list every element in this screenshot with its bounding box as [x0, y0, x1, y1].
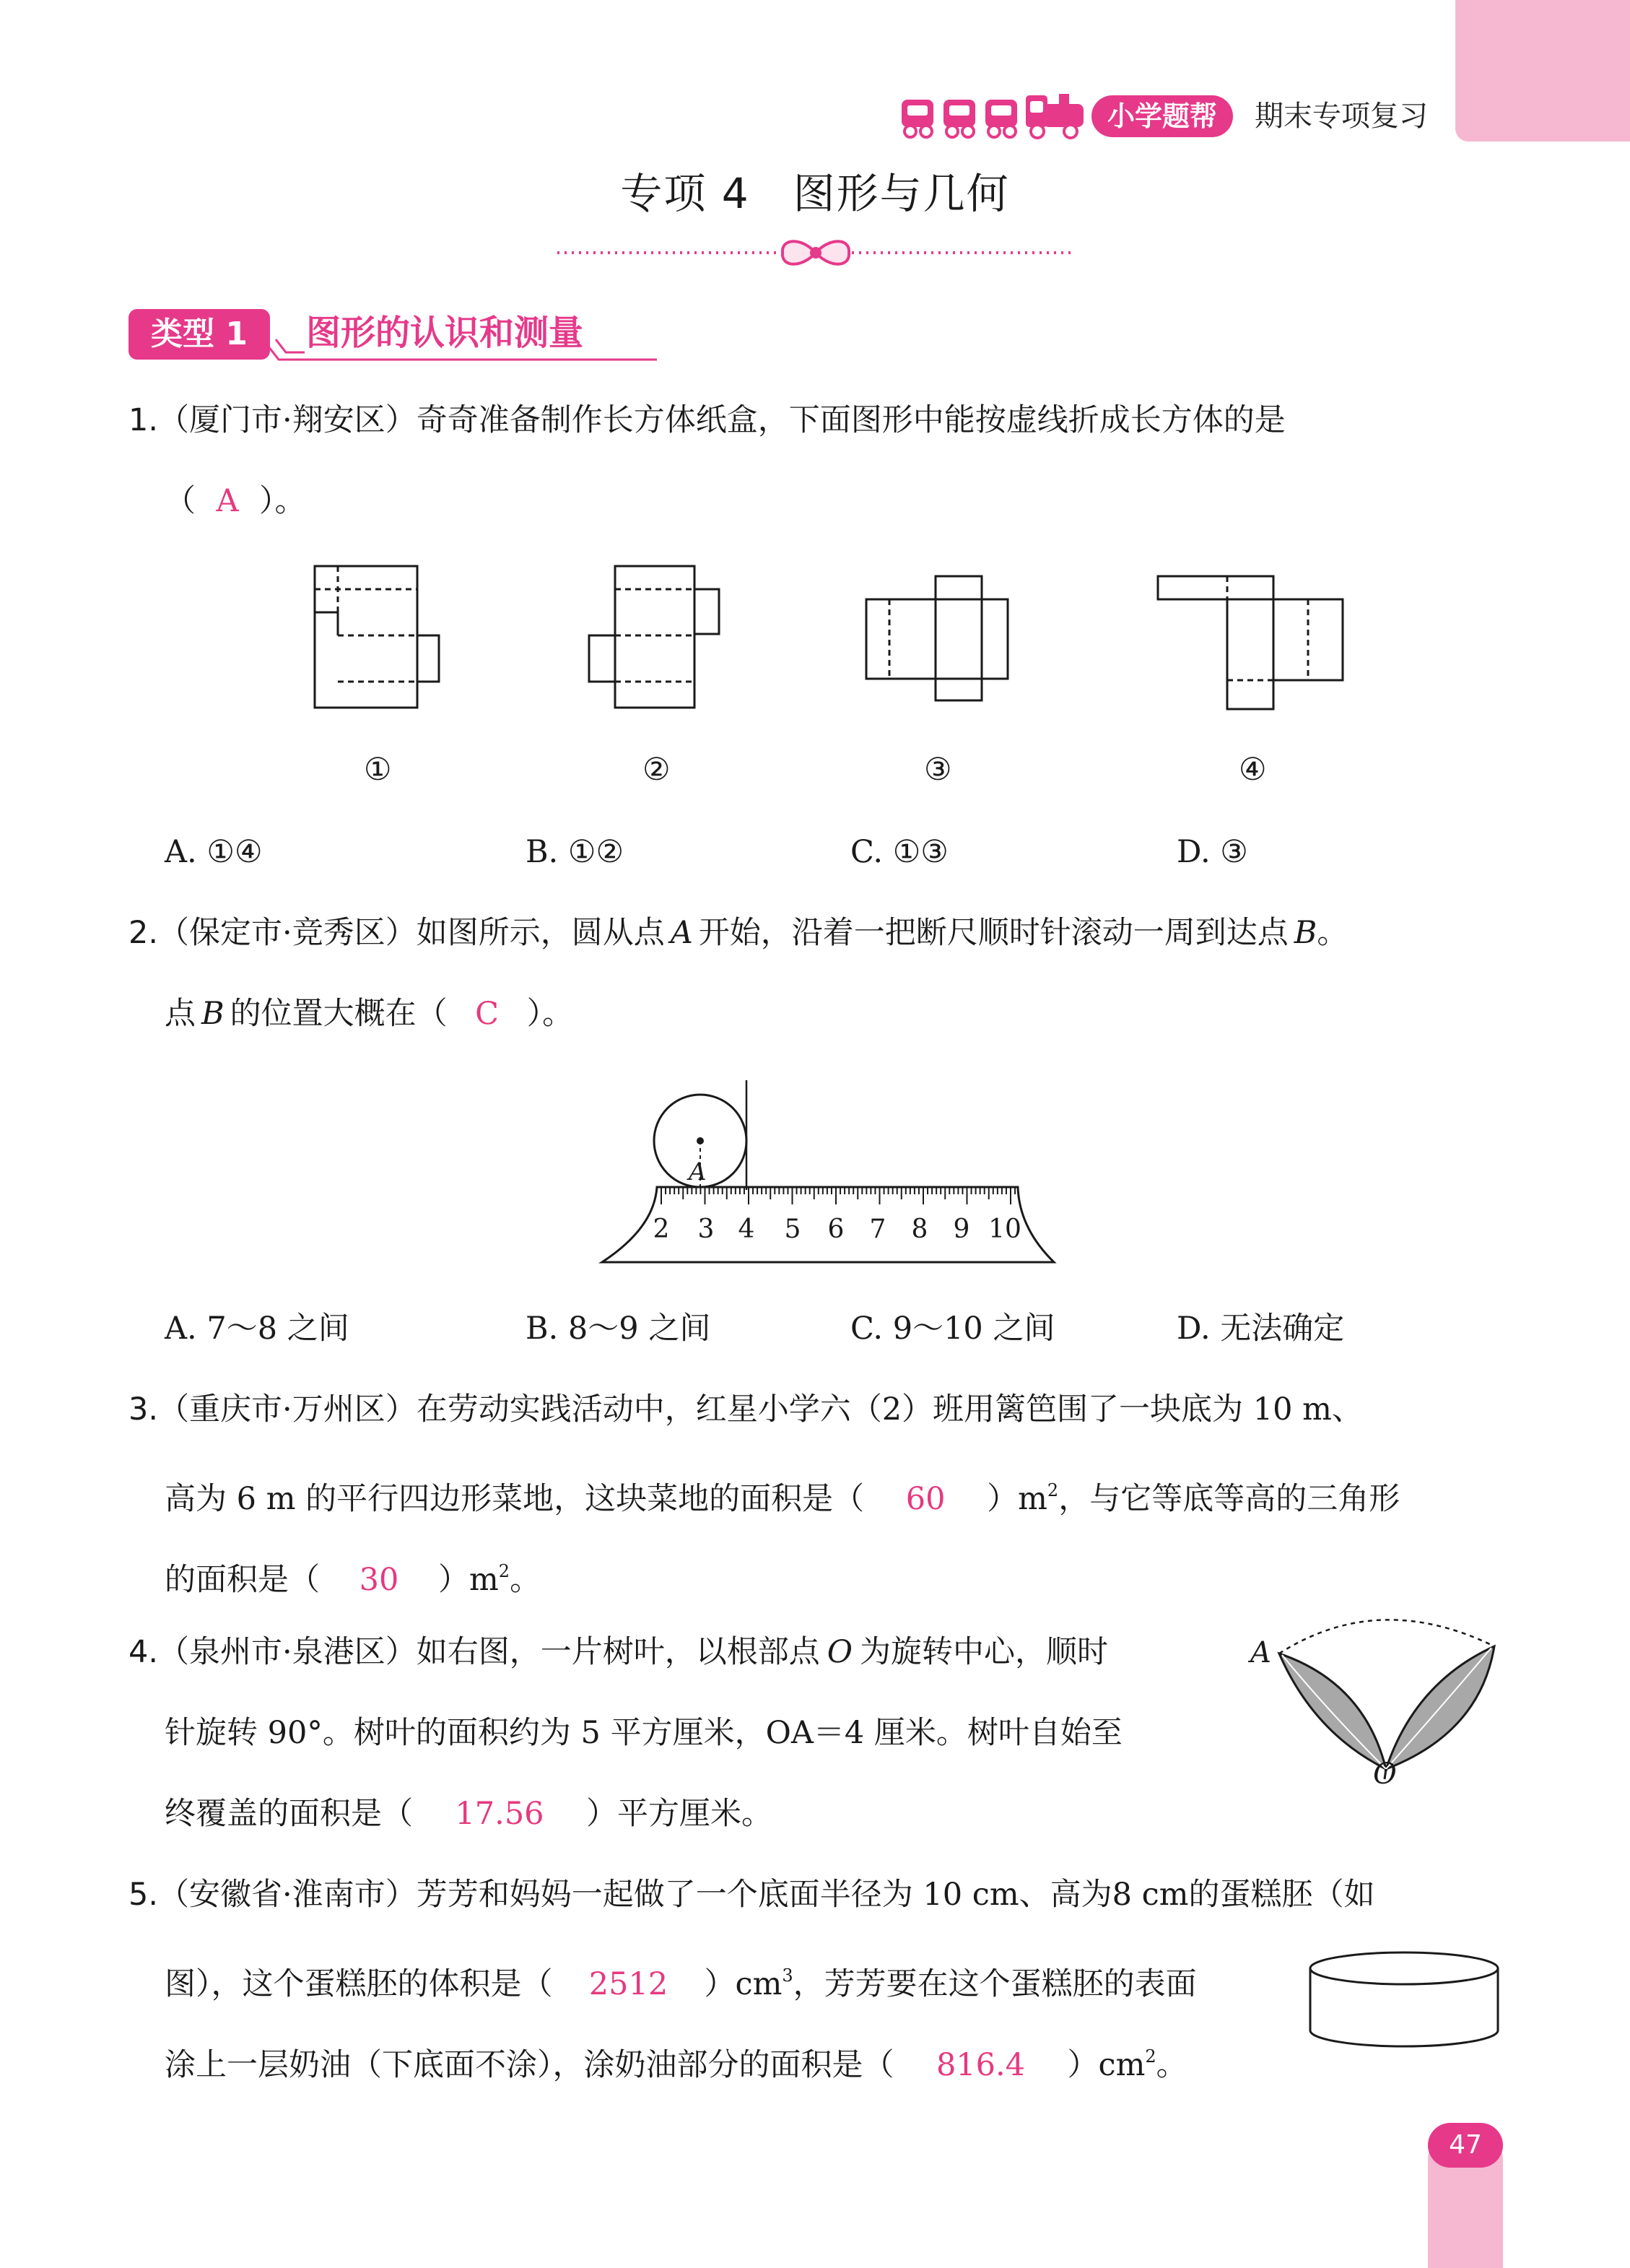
q5-line1: 5.（安徽省·淮南市）芳芳和妈妈一起做了一个底面半径为 10 cm、高为8 cm的蛋糕胚（如: [128, 1877, 1375, 1913]
ruler-tick-label: 5: [784, 1215, 801, 1244]
q1-option-a: A. ①④: [165, 834, 263, 870]
q3-line1: 3.（重庆市·万州区）在劳动实践活动中，红星小学六（2）班用篱笆围了一块底为 10 m、: [128, 1391, 1363, 1428]
q4-line3: 终覆盖的面积是（ 17.56 ）平方厘米。: [165, 1792, 772, 1835]
answer: 60: [905, 1481, 946, 1517]
q1-option-c: C. ①③: [850, 834, 949, 870]
q4-line2: 针旋转 90°。树叶的面积约为 5 平方厘米，OA＝4 厘米。树叶自始至: [165, 1715, 1123, 1751]
bow-divider-icon: [556, 231, 1076, 274]
q1-number: 1.: [128, 402, 159, 438]
ruler-tick-label: 9: [953, 1215, 970, 1244]
ruler-tick-label: 7: [869, 1215, 886, 1244]
page-title: 专项 4 图形与几何: [620, 169, 1010, 218]
q2-option-b: B. 8～9 之间: [526, 1311, 711, 1347]
q5-line3: 涂上一层奶油（下底面不涂），涂奶油部分的面积是（ 816.4 ）$cm^2$。: [165, 2035, 1187, 2087]
q1-line1: 1.（厦门市·翔安区）奇奇准备制作长方体纸盒，下面图形中能按虚线折成长方体的是: [128, 402, 1286, 438]
cake-cylinder-figure: [1299, 1942, 1509, 2065]
point-o-label: O: [1373, 1758, 1397, 1791]
q2-line1: 2.（保定市·竞秀区）如图所示，圆从点 A 开始，沿着一把断尺顺时针滚动一周到达点 B。: [128, 915, 1348, 951]
q4-number: 4.: [128, 1634, 159, 1670]
point-a-label: A: [1250, 1636, 1271, 1669]
ruler-tick-label: 6: [827, 1215, 845, 1244]
corner-tab: [1455, 0, 1630, 142]
type-badge: 类型 1: [128, 309, 270, 360]
rotating-leaf-figure: [1242, 1603, 1509, 1798]
brand-badge: 小学题帮: [1091, 95, 1233, 137]
q2-option-c: C. 9～10 之间: [850, 1311, 1055, 1347]
answer: 30: [359, 1562, 399, 1598]
figure-label-2: ②: [642, 752, 671, 788]
q3-number: 3.: [128, 1391, 159, 1428]
ruler-tick-label: 10: [988, 1215, 1021, 1244]
net-figure-4: [1158, 576, 1343, 709]
q1-line2: （ A ）。: [165, 479, 306, 523]
ruler-circle-figure: [592, 1073, 1068, 1275]
q2-option-a: A. 7～8 之间: [165, 1311, 349, 1347]
q3-line3: 的面积是（ 30 ）$m^2$。: [165, 1550, 541, 1602]
q5-number: 5.: [128, 1877, 159, 1913]
figure-label-4: ④: [1239, 752, 1267, 788]
ruler-tick-label: 8: [911, 1215, 928, 1244]
figure-label-3: ③: [924, 752, 952, 788]
answer: 816.4: [936, 2047, 1026, 2083]
answer: 17.56: [455, 1796, 544, 1832]
net-figure-2: [589, 566, 719, 708]
q1-option-b: B. ①②: [526, 834, 624, 870]
net-figure-1: [315, 566, 439, 708]
answer: A: [216, 483, 239, 519]
ruler-tick-label: 3: [697, 1215, 715, 1244]
q4-line1: 4.（泉州市·泉港区）如右图，一片树叶，以根部点 O 为旋转中心，顺时: [128, 1634, 1108, 1670]
q3-line2: 高为 6 m 的平行四边形菜地，这块菜地的面积是（ 60 ）$m^2$，与它等底等高的三角形: [165, 1469, 1400, 1521]
answer: 2512: [588, 1966, 668, 2002]
box-net-figures: [303, 556, 1357, 715]
q2-number: 2.: [128, 915, 159, 951]
ruler-tick-label: 4: [738, 1215, 755, 1244]
series-title: 期末专项复习: [1255, 100, 1428, 133]
answer: C: [475, 996, 500, 1032]
page-number: 47: [1428, 2123, 1503, 2168]
section-title: 图形的认识和测量: [306, 313, 584, 353]
point-a-label: A: [689, 1157, 707, 1186]
train-icon: [899, 92, 1086, 142]
ruler-tick-label: 2: [653, 1215, 670, 1244]
q1-option-d: D. ③: [1177, 834, 1248, 870]
q5-line2: 图），这个蛋糕胚的体积是（ 2512 ）$cm^3$，芳芳要在这个蛋糕胚的表面: [165, 1954, 1197, 2006]
net-figure-3: [866, 576, 1008, 700]
q2-line2: 点 B 的位置大概在（ C ）。: [165, 992, 573, 1035]
figure-label-1: ①: [364, 752, 392, 788]
q2-option-d: D. 无法确定: [1177, 1311, 1345, 1347]
